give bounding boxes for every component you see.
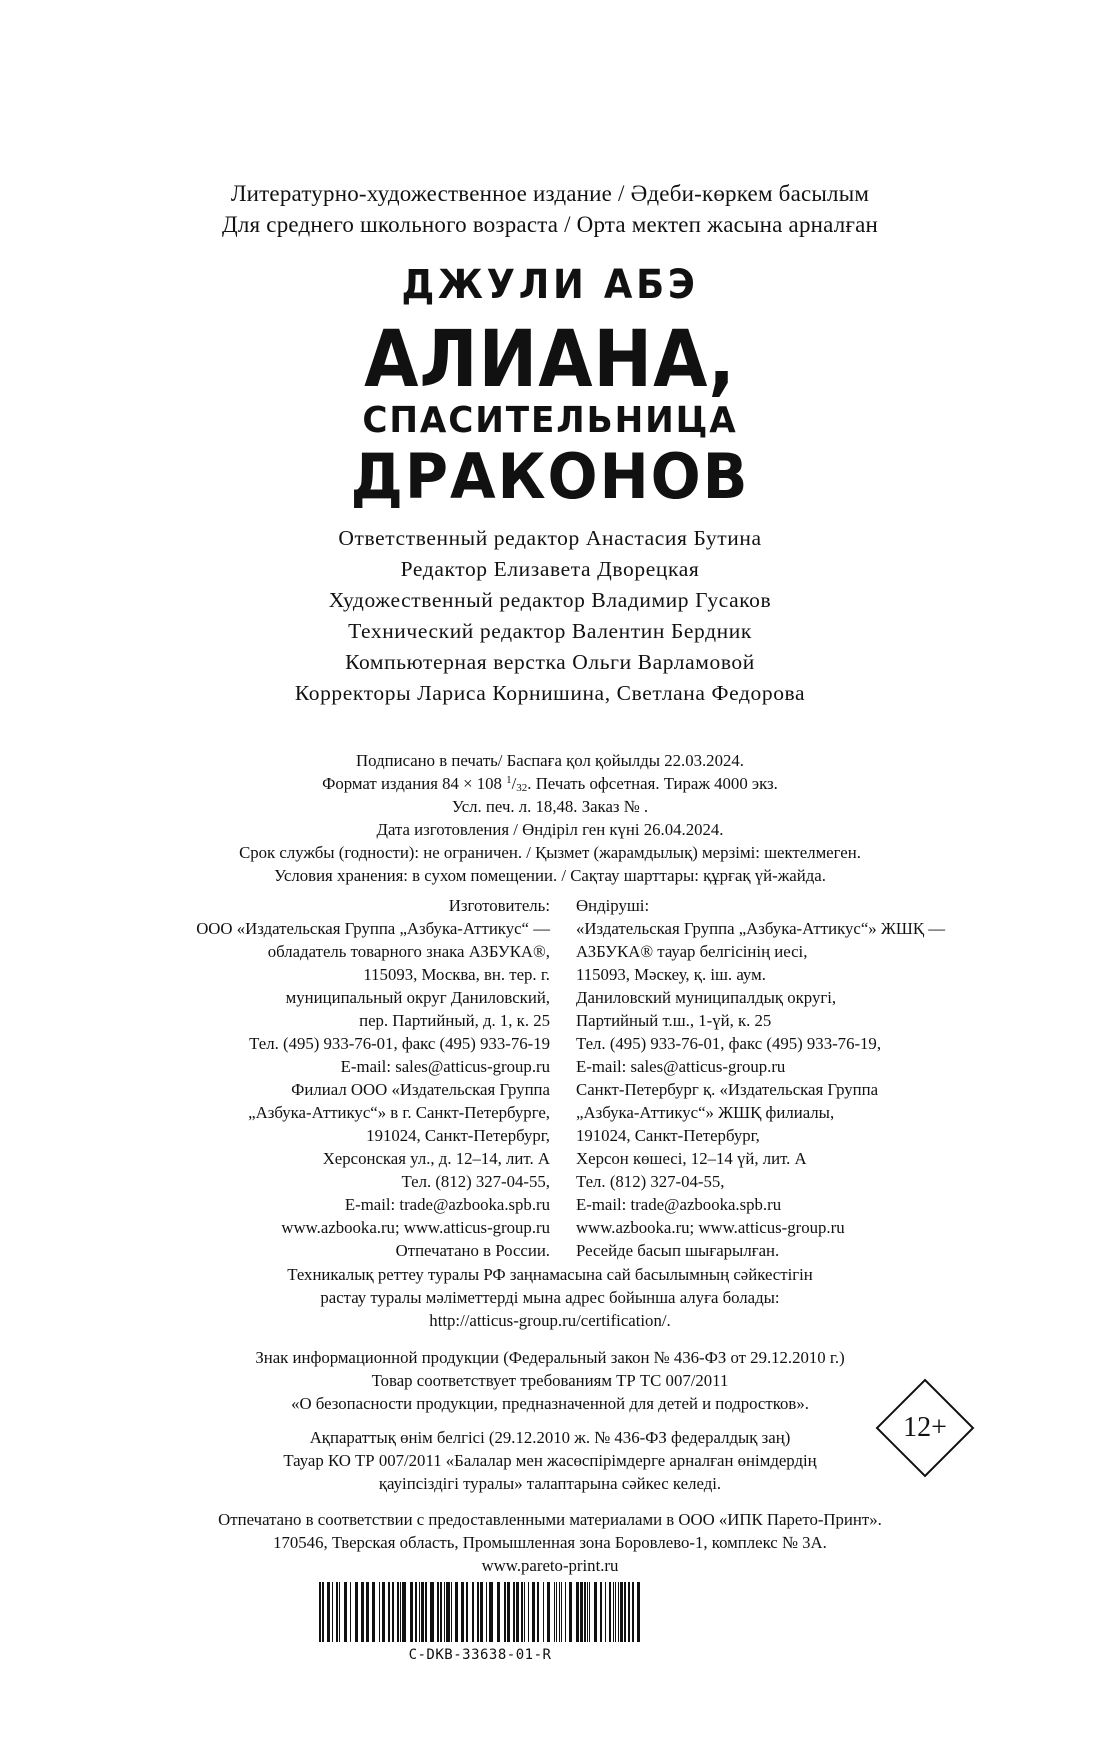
barcode-bar: [461, 1582, 464, 1642]
manufacture-date: Дата изготовления / Өндіріл ген күні 26.04.2024.: [376, 820, 724, 839]
barcode-bar: [559, 1582, 560, 1642]
info-sign-line: Тауар КО ТР 007/2011 «Балалар мен жасөспірімдерге арналған өнімдердің: [283, 1451, 817, 1470]
manufacturer-kz-line: Тел. (495) 933-76-01, факс (495) 933-76-19,: [576, 1034, 882, 1053]
barcode-bar: [382, 1582, 385, 1642]
manufacturer-ru-line: E-mail: sales@atticus-group.ru: [340, 1057, 550, 1076]
barcode-bar: [565, 1582, 566, 1642]
barcode-bar: [486, 1582, 487, 1642]
barcode-bar: [319, 1582, 321, 1642]
info-sign-line: Знак информационной продукции (Федеральный закон № 436-ФЗ от 29.12.2010 г.): [255, 1348, 845, 1367]
manufacturer-ru-line: пер. Партийный, д. 1, к. 25: [359, 1011, 550, 1030]
manufacturer-ru-line: Херсонская ул., д. 12–14, лит. А: [322, 1149, 550, 1168]
barcode-bar: [609, 1582, 611, 1642]
barcode-bar: [521, 1582, 523, 1642]
format-slash: /: [511, 774, 517, 793]
manufacturer-kz-line: Партийный т.ш., 1-үй, к. 25: [576, 1011, 772, 1030]
barcode-bar: [397, 1582, 399, 1642]
printer-line: Отпечатано в соответствии с предоставленными материалами в ООО «ИПК Парето-Принт».: [218, 1510, 882, 1529]
format-prefix: Формат издания 84 × 108: [322, 774, 507, 793]
manufacturer-kz-line: 191024, Санкт-Петербург,: [576, 1126, 760, 1145]
barcode-bar: [336, 1582, 338, 1642]
staff-line: Технический редактор Валентин Бердник: [348, 619, 752, 643]
barcode-bar: [339, 1582, 340, 1642]
manufacturer-kz-line: Херсон көшесі, 12–14 үй, лит. А: [576, 1149, 807, 1168]
barcode-bar: [524, 1582, 525, 1642]
info-sign-line: «О безопасности продукции, предназначенной для детей и подростков».: [291, 1394, 809, 1413]
manufacturer-ru-column: [196, 896, 550, 1264]
barcode-bar: [440, 1582, 442, 1642]
barcode-bar: [587, 1582, 588, 1642]
barcode-bar: [637, 1582, 640, 1642]
barcode-bar: [388, 1582, 390, 1642]
barcode-bar: [554, 1582, 555, 1642]
barcode-bar: [344, 1582, 347, 1642]
manufacturer-kz-line: E-mail: trade@azbooka.spb.ru: [576, 1195, 782, 1214]
sheets-order: Усл. печ. л. 18,48. Заказ № .: [451, 797, 649, 816]
manufacturer-kz-line: Өндіруші:: [576, 896, 650, 915]
barcode-bar: [615, 1582, 616, 1642]
barcode-bar: [528, 1582, 529, 1642]
barcode-bar: [537, 1582, 539, 1642]
manufacturer-kz-line: E-mail: sales@atticus-group.ru: [576, 1057, 786, 1076]
barcode-bar: [600, 1582, 602, 1642]
manufacturer-ru-line: Филиал ООО «Издательская Группа: [291, 1080, 550, 1099]
format-suffix: . Печать офсетная. Тираж 4000 экз.: [527, 774, 778, 793]
printer-url: www.pareto-print.ru: [481, 1556, 619, 1575]
barcode-bar: [361, 1582, 364, 1642]
barcode-bar: [584, 1582, 586, 1642]
age-rating-badge: [875, 1378, 975, 1478]
barcode-bar: [466, 1582, 468, 1642]
age-rating-label: 12+: [903, 1412, 947, 1443]
certification-line: Техникалық реттеу туралы РФ заңнамасына сай басылымның сәйкестігін: [287, 1265, 813, 1284]
manufacturer-kz-line: 115093, Мәскеу, қ. іш. аум.: [576, 965, 766, 984]
barcode-bar: [444, 1582, 445, 1642]
barcode-bar: [507, 1582, 510, 1642]
barcode-bar: [402, 1582, 406, 1642]
manufacturer-kz-line: Ресейде басып шығарылған.: [576, 1241, 780, 1260]
barcode-bar: [480, 1582, 483, 1642]
barcode-bar: [419, 1582, 420, 1642]
printer-line: 170546, Тверская область, Промышленная зона Боровлево-1, комплекс № 3А.: [273, 1533, 827, 1552]
info-sign-line: Ақпараттық өнім белгісі (29.12.2010 ж. № 436-ФЗ федералдық заң): [309, 1428, 791, 1447]
manufacturer-kz-line: «Издательская Группа „Азбука-Аттикус“» ЖШҚ —: [576, 919, 945, 938]
format-denominator: 32: [516, 782, 528, 794]
barcode-bar: [451, 1582, 452, 1642]
manufacturer-ru-line: обладатель товарного знака АЗБУКА®,: [267, 942, 550, 961]
barcode-bar: [620, 1582, 623, 1642]
info-sign-line: қауіпсіздігі туралы» талаптарына сәйкес келеді.: [378, 1474, 722, 1493]
barcode-bar: [576, 1582, 579, 1642]
barcode-bar: [477, 1582, 479, 1642]
barcode-bar: [350, 1582, 351, 1642]
barcode-bar: [355, 1582, 358, 1642]
barcode-bar: [392, 1582, 394, 1642]
manufacturer-ru-line: 191024, Санкт-Петербург,: [366, 1126, 550, 1145]
manufacturer-kz-line: Даниловский муниципалдық округі,: [576, 988, 837, 1007]
barcode-bar: [516, 1582, 519, 1642]
barcode-bar: [497, 1582, 500, 1642]
staff-line: Ответственный редактор Анастасия Бутина: [338, 526, 762, 550]
staff-line: Редактор Елизавета Дворецкая: [400, 557, 700, 581]
audience: Для среднего школьного возраста / Орта мектеп жасына арналған: [221, 212, 878, 237]
format-line: [0, 774, 1100, 794]
manufacturer-ru-line: Изготовитель:: [448, 896, 550, 915]
manufacturer-kz-line: www.azbooka.ru; www.atticus-group.ru: [576, 1218, 845, 1237]
manufacturer-ru-line: Тел. (812) 327-04-55,: [401, 1172, 550, 1191]
manufacturer-ru-line: www.azbooka.ru; www.atticus-group.ru: [281, 1218, 550, 1237]
barcode-bar: [421, 1582, 424, 1642]
barcode-bar: [569, 1582, 572, 1642]
manufacturer-ru-line: муниципальный округ Даниловский,: [285, 988, 550, 1007]
barcode-bar: [472, 1582, 474, 1642]
barcode-bar: [628, 1582, 630, 1642]
barcode-bar: [543, 1582, 544, 1642]
staff-line: Компьютерная верстка Ольги Варламовой: [345, 650, 755, 674]
barcode-bar: [410, 1582, 413, 1642]
barcode-bar: [605, 1582, 606, 1642]
info-sign-line: Товар соответствует требованиям ТР ТС 007/2011: [371, 1371, 729, 1390]
barcode-bar: [556, 1582, 557, 1642]
format-numerator: 1: [506, 774, 512, 786]
manufacturer-ru-line: Тел. (495) 933-76-01, факс (495) 933-76-19: [249, 1034, 550, 1053]
barcode-bar: [455, 1582, 458, 1642]
edition-type: Литературно-художественное издание / Әдеби-көркем басылым: [230, 181, 870, 206]
barcode-bar: [618, 1582, 619, 1642]
staff-line: Корректоры Лариса Корнишина, Светлана Федорова: [294, 681, 806, 705]
signed-date: Подписано в печать/ Баспаға қол қойылды 22.03.2024.: [356, 751, 744, 770]
manufacturer-ru-line: „Азбука-Аттикус“» в г. Санкт-Петербурге,: [248, 1103, 550, 1122]
barcode-code: C-DKB-33638-01-R: [408, 1647, 552, 1663]
title-line-2: СПАСИТЕЛЬНИЦА: [362, 400, 738, 441]
barcode-bar: [632, 1582, 634, 1642]
barcode-bar: [366, 1582, 369, 1642]
barcode-bar: [594, 1582, 597, 1642]
manufacturer-kz-line: „Азбука-Аттикус“» ЖШҚ филиалы,: [576, 1103, 835, 1122]
barcode-bar: [489, 1582, 493, 1642]
barcode-bar: [624, 1582, 626, 1642]
title-line-1: АЛИАНА,: [364, 315, 736, 405]
barcode-bar: [547, 1582, 550, 1642]
barcode-bar: [379, 1582, 380, 1642]
barcode-bar: [430, 1582, 434, 1642]
barcode-bar: [589, 1582, 590, 1642]
certification-line: растау туралы мәліметтерді мына адрес бойынша алуға болады:: [320, 1288, 780, 1307]
title-line-3: ДРАКОНОВ: [350, 440, 750, 513]
barcode-bar: [437, 1582, 439, 1642]
barcode-bar: [322, 1582, 324, 1642]
barcode-bar: [372, 1582, 375, 1642]
manufacturer-kz-line: Тел. (812) 327-04-55,: [576, 1172, 725, 1191]
barcode-bar: [400, 1582, 401, 1642]
manufacturer-kz-line: Санкт-Петербург қ. «Издательская Группа: [576, 1080, 879, 1099]
manufacturer-ru-line: E-mail: trade@azbooka.spb.ru: [344, 1195, 550, 1214]
barcode-bar: [446, 1582, 450, 1642]
service-life: Срок службы (годности): не ограничен. / Қызмет (жарамдылық) мерзімі: шектелмеген.: [239, 843, 861, 862]
manufacturer-ru-line: 115093, Москва, вн. тер. г.: [363, 965, 550, 984]
barcode: [315, 1582, 645, 1642]
manufacturer-kz-line: АЗБУКА® тауар белгісінің иесі,: [576, 942, 808, 961]
manufacturer-kz-column: [576, 896, 945, 1264]
staff-line: Художественный редактор Владимир Гусаков: [328, 588, 772, 612]
manufacturer-ru-line: ООО «Издательская Группа „Азбука-Аттикус“ —: [196, 919, 550, 938]
barcode-bar: [332, 1582, 333, 1642]
barcode-bar: [561, 1582, 562, 1642]
barcode-bar: [327, 1582, 330, 1642]
barcode-bar: [613, 1582, 614, 1642]
manufacturer-ru-line: Отпечатано в России.: [395, 1241, 550, 1260]
barcode-bar: [513, 1582, 515, 1642]
barcode-bar: [532, 1582, 535, 1642]
certification-url: http://atticus-group.ru/certification/.: [429, 1311, 671, 1330]
author-name: ДЖУЛИ АБЭ: [401, 262, 699, 308]
barcode-bar: [425, 1582, 427, 1642]
barcode-bar: [415, 1582, 417, 1642]
storage-conditions: Условия хранения: в сухом помещении. / Сақтау шарттары: құрғақ үй-жайда.: [274, 866, 826, 885]
barcode-bar: [504, 1582, 506, 1642]
barcode-bar: [580, 1582, 583, 1642]
